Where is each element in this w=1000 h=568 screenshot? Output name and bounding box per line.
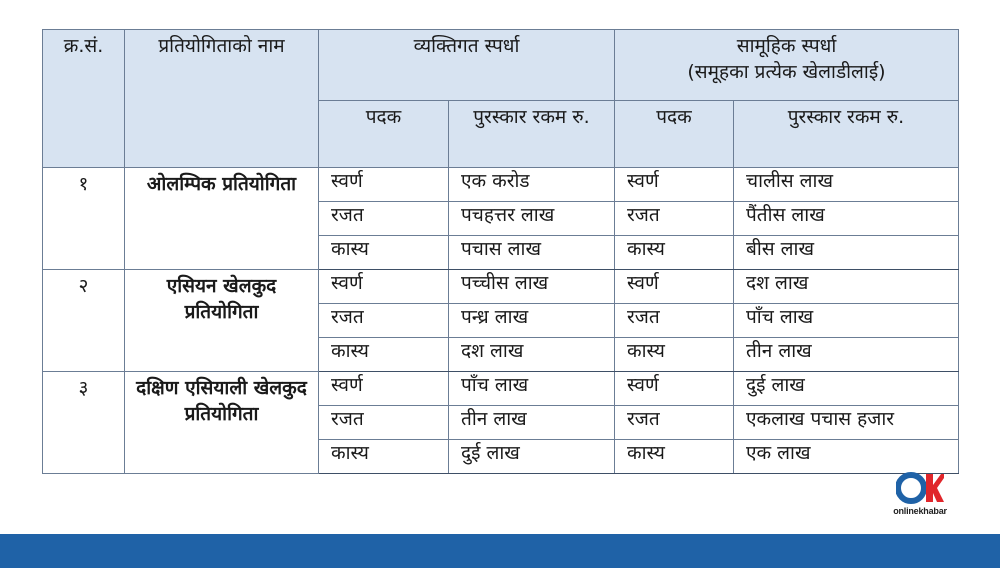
medal-cell: स्वर्ण [319,270,449,304]
team-prize-cell: दश लाख [734,270,959,304]
header-team-title: सामूहिक स्पर्धा [736,35,837,57]
header-team-medal: पदक [615,101,734,168]
header-serial: क्र.सं. [43,30,125,168]
table-row [43,372,959,406]
prize-cell: दुई लाख [449,440,615,474]
medal-cell: रजत [319,202,449,236]
medal-cell: कास्य [319,338,449,372]
team-medal-cell: कास्य [615,440,734,474]
prize-cell: दश लाख [449,338,615,372]
ok-logo-icon [896,472,944,506]
group-number: २ [43,270,125,372]
header-team [615,30,959,101]
logo-brand-text: onlinekhabar [893,506,947,516]
header-team-note: (समूहका प्रत्येक खेलाडीलाई) [687,60,886,83]
table-row [43,168,959,202]
table-row [43,270,959,304]
team-prize-cell: दुई लाख [734,372,959,406]
bottom-bar [0,534,1000,568]
prize-cell: एक करोड [449,168,615,202]
team-medal-cell: रजत [615,304,734,338]
team-prize-cell: एकलाख पचास हजार [734,406,959,440]
medal-cell: कास्य [319,440,449,474]
onlinekhabar-logo[interactable] [884,472,956,522]
medal-cell: स्वर्ण [319,168,449,202]
competition-name: दक्षिण एसियाली खेलकुद प्रतियोगिता [125,372,319,474]
header-individual-medal: पदक [319,101,449,168]
header-team-prize: पुरस्कार रकम रु. [734,101,959,168]
team-medal-cell: कास्य [615,338,734,372]
medal-cell: कास्य [319,236,449,270]
team-medal-cell: स्वर्ण [615,372,734,406]
prize-cell: पचास लाख [449,236,615,270]
header-individual-prize: पुरस्कार रकम रु. [449,101,615,168]
team-medal-cell: रजत [615,406,734,440]
team-prize-cell: एक लाख [734,440,959,474]
competition-name: ओलम्पिक प्रतियोगिता [125,168,319,270]
prize-cell: पच्चीस लाख [449,270,615,304]
team-prize-cell: तीन लाख [734,338,959,372]
group-number: १ [43,168,125,270]
prize-cell: पचहत्तर लाख [449,202,615,236]
header-individual: व्यक्तिगत स्पर्धा [319,30,615,101]
prize-cell: तीन लाख [449,406,615,440]
prize-cell: पन्ध्र लाख [449,304,615,338]
team-medal-cell: कास्य [615,236,734,270]
medal-cell: रजत [319,406,449,440]
team-prize-cell: पैंतीस लाख [734,202,959,236]
prize-table-container [42,29,958,474]
prize-table [42,29,959,474]
group-number: ३ [43,372,125,474]
competition-name: एसियन खेलकुद प्रतियोगिता [125,270,319,372]
team-medal-cell: स्वर्ण [615,270,734,304]
team-prize-cell: बीस लाख [734,236,959,270]
medal-cell: रजत [319,304,449,338]
team-prize-cell: पाँच लाख [734,304,959,338]
header-competition-name: प्रतियोगिताको नाम [125,30,319,168]
prize-cell: पाँच लाख [449,372,615,406]
medal-cell: स्वर्ण [319,372,449,406]
team-medal-cell: स्वर्ण [615,168,734,202]
team-prize-cell: चालीस लाख [734,168,959,202]
team-medal-cell: रजत [615,202,734,236]
